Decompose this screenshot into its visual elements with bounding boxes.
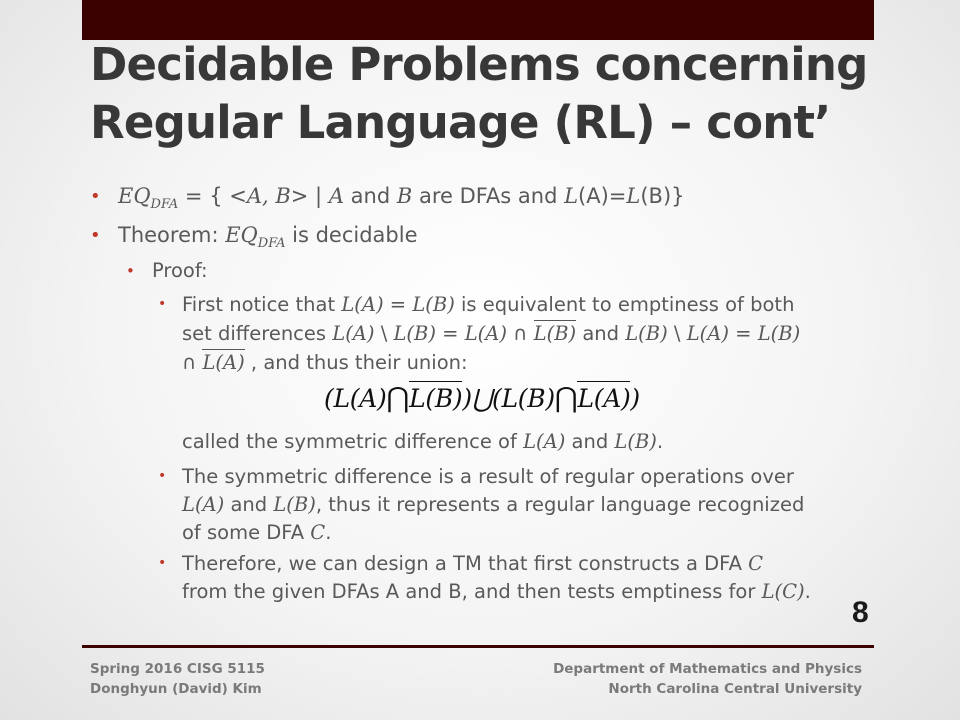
footer-department-info: [553, 659, 862, 699]
bullet-eq-dfa-definition: $EQ_{DFA}$ = { <A, B> | A and B are DFAs and L(A)=L(B)}: [118, 184, 685, 212]
bullet-proof-step-2: The symmetric difference is a result of regular operations over: [182, 465, 794, 488]
bullet-theorem: Theorem: $EQ_{DFA}$ is decidable: [118, 223, 418, 251]
slide-title: [90, 36, 890, 152]
bullet-proof-step-3: Therefore, we can design a TM that first constructs a DFA C: [182, 552, 764, 575]
title-line-1: Decidable Problems concerning: [90, 38, 868, 91]
bullet-proof-step-1-line-2: set differences L(A) \ L(B) = L(A) ∩ L(B) and L(B) \ L(A) = L(B): [182, 322, 801, 345]
bullet-marker: •: [126, 262, 135, 280]
bullet-marker: •: [158, 468, 167, 484]
footer-department: Department of Mathematics and Physics: [553, 661, 862, 677]
page-number: 8: [852, 596, 869, 629]
bullet-proof-step-1-line-4: called the symmetric difference of L(A) and L(B).: [182, 430, 664, 453]
footer-instructor: Donghyun (David) Kim: [90, 681, 262, 697]
bullet-marker: •: [158, 555, 167, 571]
footer-divider: [82, 645, 874, 648]
footer-course: Spring 2016 CISG 5115: [90, 661, 265, 677]
bullet-proof-step-1-line-3: ∩ L(A) , and thus their union:: [182, 351, 468, 374]
bullet-marker: •: [158, 296, 167, 312]
title-line-2: Regular Language (RL) – cont’: [90, 96, 831, 149]
top-accent-bar: [82, 0, 874, 40]
bullet-marker: •: [90, 186, 101, 207]
bullet-proof-step-2-line-3: of some DFA C.: [182, 521, 332, 544]
bullet-proof-step-2-line-2: L(A) and L(B), thus it represents a regular language recognized: [182, 493, 805, 516]
symmetric-difference-formula: (L(A)⋂L(B))⋃(L(B)⋂L(A)): [324, 381, 640, 414]
bullet-proof: Proof:: [152, 259, 208, 282]
bullet-marker: •: [90, 225, 101, 246]
bullet-proof-step-3-line-2: from the given DFAs A and B, and then tests emptiness for L(C).: [182, 580, 811, 603]
footer-university: North Carolina Central University: [608, 681, 862, 697]
bullet-proof-step-1: First notice that L(A) = L(B) is equivalent to emptiness of both: [182, 293, 795, 316]
footer-course-info: [90, 659, 265, 699]
